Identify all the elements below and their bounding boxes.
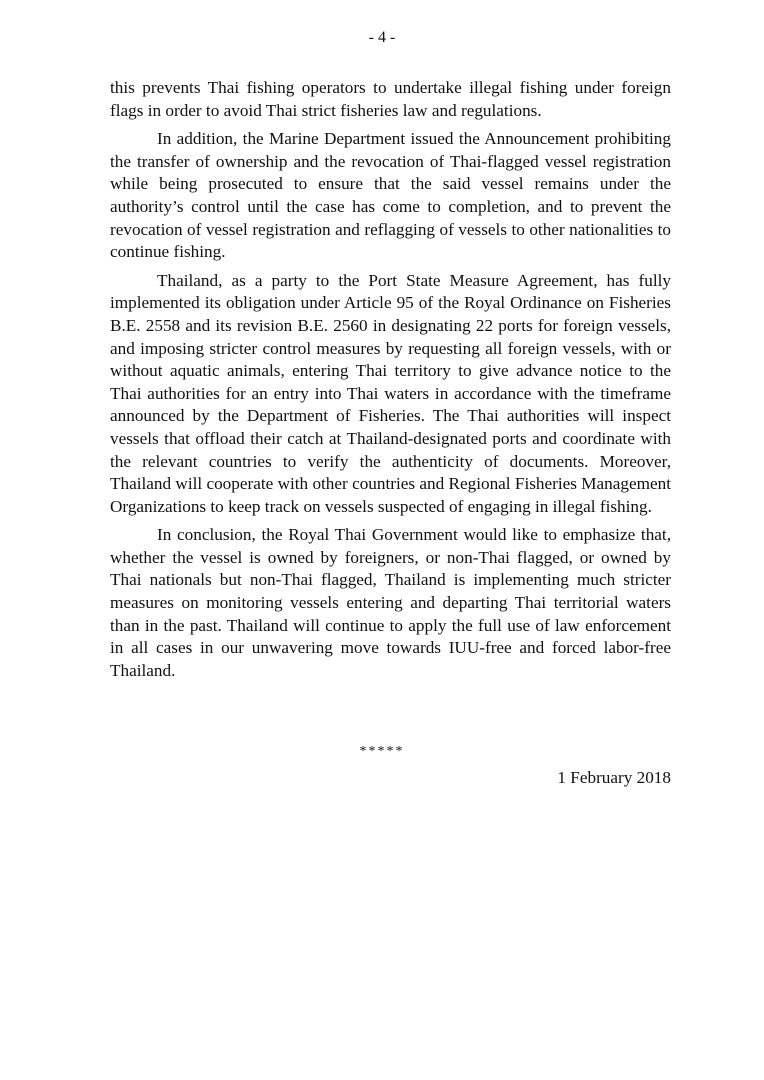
paragraph-continuation: this prevents Thai fishing operators to undertake illegal fishing under foreign flags in order to avoid Thai strict fisheries law and regulations. (110, 78, 671, 120)
section-separator: ***** (359, 744, 405, 759)
paragraph-port-state-measures: Thailand, as a party to the Port State Measure Agreement, has fully implemented its obligation under Article 95 of the Royal Ordinance on Fisheries B.E. 2558 and its revision B.E. 2560 in designating 22 ports for foreign vessels, and imposing stricter control measures by requesting all foreign vessels, with or without aquatic animals, entering Thai territory to give advance notice to the Thai authorities for an entry into Thai waters in accordance with the timeframe announced by the Department of Fisheries. The Thai authorities will inspect vessels that offload their catch at Thailand-designated ports and coordinate with the relevant countries to verify the authenticity of documents. Moreover, Thailand will cooperate with other countries and Regional Fisheries Management Organizations to keep track on vessels suspected of engaging in illegal fishing. (110, 270, 671, 516)
page-number: - 4 - (368, 29, 396, 46)
document-body (110, 77, 671, 688)
document-date: 1 February 2018 (557, 768, 671, 787)
paragraph-marine-department: In addition, the Marine Department issued the Announcement prohibiting the transfer of ownership and the revocation of Thai-flagged vessel registration while being prosecuted to ensure that the said vessel remains under the authority’s control until the case has come to completion, and to prevent the revocation of vessel registration and reflagging of vessels to other nationalities to continue fishing. (110, 129, 671, 262)
paragraph-conclusion: In conclusion, the Royal Thai Government would like to emphasize that, whether the vessel is owned by foreigners, or non-Thai flagged, or owned by Thai nationals but non-Thai flagged, Thailand is implementing much stricter measures on monitoring vessels entering and departing Thai territorial waters than in the past. Thailand will continue to apply the full use of law enforcement in all cases in our unwavering move towards IUU-free and forced labor-free Thailand. (110, 525, 671, 680)
